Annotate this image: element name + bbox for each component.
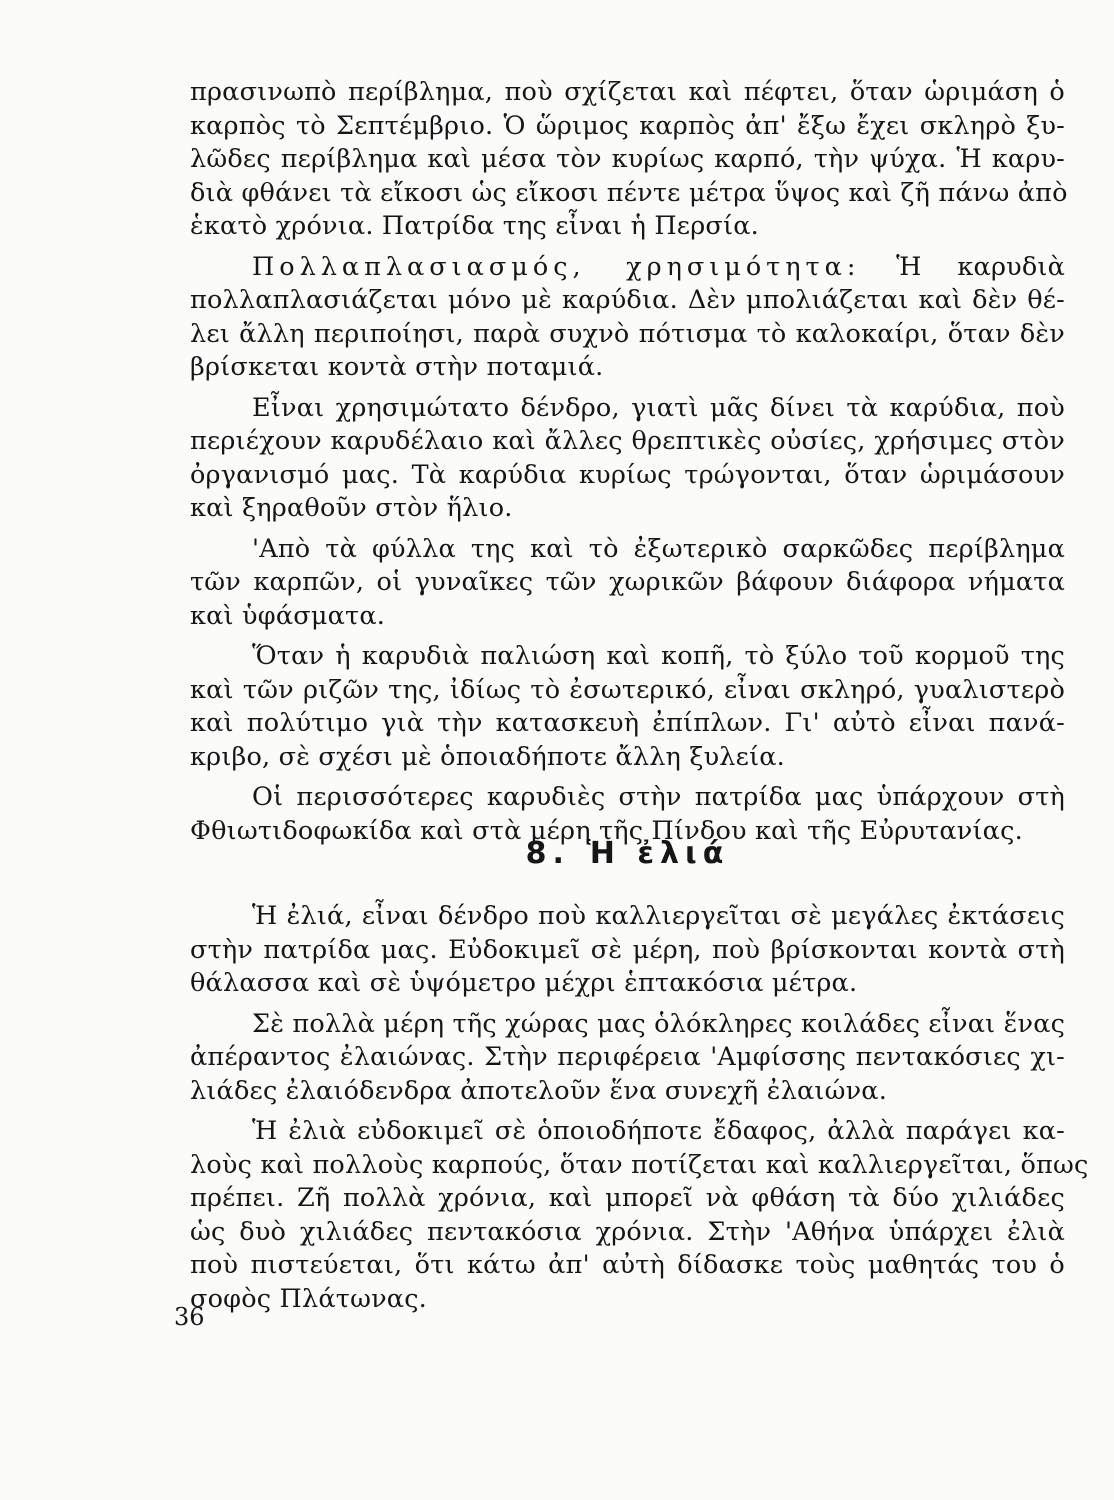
section-heading: 8. Ἡ ἐλιά — [525, 836, 730, 871]
text-line: ποὺ πιστεύεται, ὅτι κάτω ἀπ' αὐτὴ δίδασκε τοὺς μαθητάς του ὁ — [190, 1250, 1065, 1280]
paragraph — [190, 533, 1065, 634]
text-line: καὶ πολύτιμο γιὰ τὴν κατασκευὴ ἐπίπλων. Γι' αὐτὸ εἶναι πανά- — [190, 708, 1065, 738]
text-line: Οἱ περισσότερες καρυδιὲς στὴν πατρίδα μας ὑπάρχουν στὴ — [252, 782, 1065, 812]
text-line: διὰ φθάνει τὰ εἴκοσι ὡς εἴκοσι πέντε μέτρα ὕψος καὶ ζῆ πάνω ἀπὸ — [190, 177, 1068, 208]
text-line: κριβο, σὲ σχέσι μὲ ὁποιαδήποτε ἄλλη ξυλεία. — [190, 741, 785, 772]
text-line: λοὺς καὶ πολλοὺς καρπούς, ὅταν ποτίζεται καὶ καλλιεργεῖται, ὅπως — [190, 1149, 1089, 1180]
text-line: Ἡ ἐλιὰ εὐδοκιμεῖ σὲ ὁποιοδήποτε ἔδαφος, ἀλλὰ παράγει κα- — [252, 1116, 1065, 1146]
text-line: πολλαπλασιάζεται μόνο μὲ καρύδια. Δὲν μπολιάζεται καὶ δὲν θέ- — [190, 285, 1065, 315]
text-line: καὶ ὑφάσματα. — [190, 600, 386, 631]
text-line: ὡς δυὸ χιλιάδες πεντακόσια χρόνια. Στὴν 'Αθήνα ὑπάρχει ἐλιὰ — [190, 1216, 1065, 1247]
text-line-rest: Ἡ καρυδιὰ — [860, 251, 1066, 282]
text-line: στὴν πατρίδα μας. Εὐδοκιμεῖ σὲ μέρη, ποὺ βρίσκονται κοντὰ στὴ — [190, 934, 1065, 965]
text-line: Εἶναι χρησιμώτατο δένδρο, γιατὶ μᾶς δίνει τὰ καρύδια, ποὺ — [252, 392, 1065, 423]
paragraph — [190, 76, 1068, 244]
text-line: θάλασσα καὶ σὲ ὑψόμετρο μέχρι ἑπτακόσια μέτρα. — [190, 968, 858, 998]
text-line: 'Απὸ τὰ φύλλα της καὶ τὸ ἐξωτερικὸ σαρκῶδες περίβλημα — [252, 533, 1065, 564]
paragraph — [190, 251, 1065, 385]
text-line: ἑκατὸ χρόνια. Πατρίδα της εἶναι ἡ Περσία. — [190, 211, 759, 241]
text-line: ὀργανισμό μας. Τὰ καρύδια κυρίως τρώγονται, ὅταν ὡριμάσουν — [190, 459, 1065, 490]
paragraph — [190, 392, 1065, 526]
text-line: τῶν καρπῶν, οἱ γυναῖκες τῶν χωρικῶν βάφουν διάφορα νήματα — [190, 567, 1065, 597]
text-line: πρέπει. Ζῆ πολλὰ χρόνια, καὶ μπορεῖ νὰ φθάση τὰ δύο χιλιάδες — [190, 1183, 1065, 1213]
paragraph — [190, 640, 1065, 774]
text-line: Ἡ ἐλιά, εἶναι δένδρο ποὺ καλλιεργεῖται σὲ μεγάλες ἐκτάσεις — [252, 901, 1065, 931]
text-line: λιάδες ἐλαιόδενδρα ἀποτελοῦν ἕνα συνεχῆ ἐλαιώνα. — [190, 1075, 888, 1106]
paragraph — [190, 900, 1065, 1001]
text-line: λῶδες περίβλημα καὶ μέσα τὸν κυρίως καρπό, τὴν ψύχα. Ἡ καρυ- — [190, 144, 1065, 174]
text-line: Ὅταν ἡ καρυδιὰ παλιώση καὶ κοπῆ, τὸ ξύλο τοῦ κορμοῦ της — [252, 641, 1065, 671]
walnut-section — [190, 76, 1068, 848]
text-line: σοφὸς Πλάτωνας. — [190, 1283, 427, 1314]
paragraph — [190, 1008, 1065, 1109]
text-line: βρίσκεται κοντὰ στὴν ποταμιά. — [190, 352, 604, 382]
text-line: λει ἄλλη περιποίησι, παρὰ συχνὸ πότισμα τὸ καλοκαίρι, ὅταν δὲν — [190, 318, 1065, 349]
text-line — [190, 251, 1065, 285]
paragraph — [190, 1115, 1089, 1316]
text-line: Σὲ πολλὰ μέρη τῆς χώρας μας ὁλόκληρες κοιλάδες εἶναι ἕνας — [252, 1008, 1066, 1039]
olive-section — [190, 900, 1089, 1316]
text-line: καὶ ξηραθοῦν στὸν ἥλιο. — [190, 493, 513, 523]
text-line: καρπὸς τὸ Σεπτέμβριο. Ὁ ὥριμος καρπὸς ἀπ' ἔξω ἔχει σκληρὸ ξυ- — [190, 110, 1065, 141]
section-lead: Πολλαπλασιασμός, χρησιμότητα: — [252, 251, 861, 282]
text-line: πρασινωπὸ περίβλημα, ποὺ σχίζεται καὶ πέφτει, ὅταν ὡριμάση ὁ — [190, 77, 1065, 107]
text-line: ἀπέραντος ἐλαιώνας. Στὴν περιφέρεια 'Αμφίσσης πεντακόσιες χι- — [190, 1042, 1065, 1072]
text-line: καὶ τῶν ριζῶν της, ἰδίως τὸ ἐσωτερικό, εἶναι σκληρό, γυαλιστερὸ — [190, 674, 1065, 705]
page-number: 36 — [174, 1303, 205, 1331]
text-line: περιέχουν καρυδέλαιο καὶ ἄλλες θρεπτικὲς οὐσίες, χρήσιμες στὸν — [190, 426, 1065, 456]
text-line: Φθιωτιδοφωκίδα καὶ στὰ μέρη τῆς Πίνδου καὶ τῆς Εὐρυτανίας. — [190, 815, 1023, 846]
